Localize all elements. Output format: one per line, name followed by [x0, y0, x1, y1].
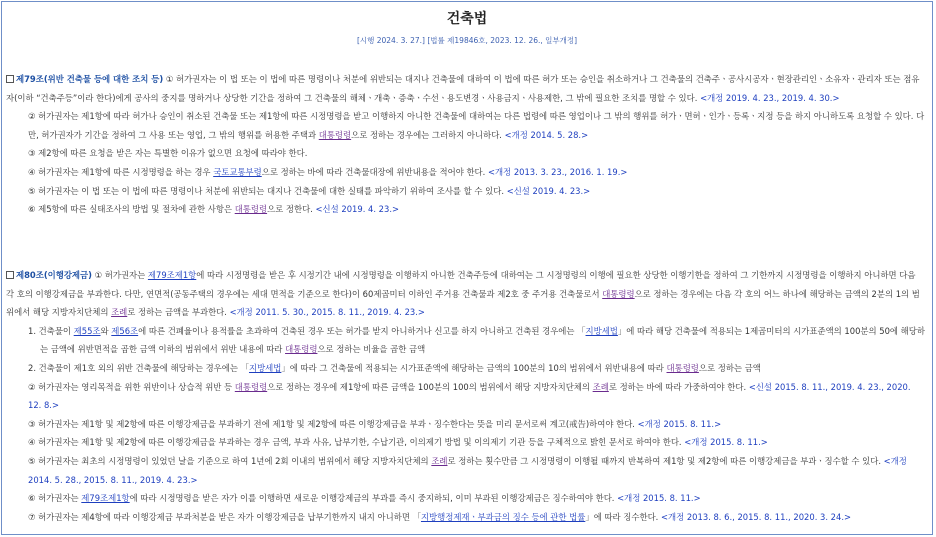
- article-80-para-1: 제80조(이행강제금) ① 허가권자는 제79조제1항에 따라 시정명령을 받은 후 시정기간 내에 시정명령을 이행하지 아니한 건축주등에 대하여는 그 시정명령의 이행에 필요한 상당한 이행기한을 정하여 그 기한까지 시정명령을 이행하지 아니하면 다음 각 호의 이행강제금을 부과한다. 다만, 연면적(공동주택의 경우에는 세대 면적을 기준으로 한다)이 60제곱미터 이하인 주거용 건축물과 제2호 중 주거용 건축물로서 대통령령으로 정하는 경우에는 다음 각 호의 어느 하나에 해당하는 금액의 2분의 1의 범위에서 해당 지방자치단체의 조례로 정하는 금액을 부과한다. <개정 2011. 5. 30., 2015. 8. 11., 2019. 4. 23.>: [6, 270, 920, 318]
- article-79-heading: 제79조(위반 건축물 등에 대한 조치 등): [16, 74, 164, 84]
- article-80-para-7: ⑦ 허가권자는 제4항에 따라 이행강제금 부과처분을 받은 자가 이행강제금을 납부기한까지 내지 아니하면 「지방행정제재ㆍ부과금의 징수 등에 관한 법률」에 따라 징수한다. <개정 2013. 8. 6., 2015. 8. 11., 2020. 3. 24.>: [28, 511, 852, 522]
- law-link-article-56[interactable]: 제56조: [111, 325, 139, 336]
- law-link-presidential-decree[interactable]: 대통령령: [285, 344, 318, 355]
- law-link-article-79-1[interactable]: 제79조제1항: [81, 493, 130, 504]
- article-79-para-3: ③ 제2항에 따른 요청을 받은 자는 특별한 이유가 없으면 요청에 따라야 한다.: [28, 148, 308, 159]
- law-link-local-tax-act[interactable]: 지방세법: [248, 362, 282, 373]
- law-title: 건축법: [446, 11, 488, 27]
- article-80: [6, 266, 926, 526]
- law-link-ordinance[interactable]: 조례: [592, 381, 609, 392]
- article-79: [6, 70, 926, 219]
- revision-note: <개정 2015. 8. 11.>: [684, 437, 768, 448]
- article-79-para-1: 제79조(위반 건축물 등에 대한 조치 등) ① 허가권자는 이 법 또는 이 법에 따른 명령이나 처분에 위반되는 대지나 건축물에 대하여 이 법에 따른 허가 또는 승인을 취소하거나 그 건축물의 건축주ㆍ공사시공자ㆍ현장관리인ㆍ소유자ㆍ관리자 또는 점유자(이하 “건축주등”이라 한다)에게 공사의 중지를 명하거나 상당한 기간을 정하여 그 건축물의 해체ㆍ개축ㆍ증축ㆍ수선ㆍ용도변경ㆍ사용금지ㆍ사용제한, 그 밖에 필요한 조치를 명할 수 있다. <개정 2019. 4. 23., 2019. 4. 30.>: [6, 74, 920, 103]
- law-link-presidential-decree[interactable]: 대통령령: [234, 381, 268, 392]
- law-document: [1, 1, 933, 535]
- revision-note: <신설 2019. 4. 23.>: [506, 185, 591, 196]
- article-79-para-2: ② 허가권자는 제1항에 따라 허가나 승인이 취소된 건축물 또는 제1항에 따른 시정명령을 받고 이행하지 아니한 건축물에 대하여는 다른 법령에 따른 영업이나 그 밖의 행위를 허가ㆍ면허ㆍ인가ㆍ등록ㆍ지정 등을 하지 아니하도록 요청할 수 있다. 다만, 허가권자가 기간을 정하여 그 사용 또는 영업, 그 밖의 행위를 허용한 주택과 대통령령으로 정하는 경우에는 그러하지 아니하다. <개정 2014. 5. 28.>: [28, 111, 925, 140]
- law-link-article-79-1[interactable]: 제79조제1항: [147, 270, 197, 280]
- article-79-para-5: ⑤ 허가권자는 이 법 또는 이 법에 따른 명령이나 처분에 위반되는 대지나 건축물에 대한 실태를 파악하기 위하여 조사를 할 수 있다. <신설 2019. 4. 23.>: [28, 185, 591, 196]
- revision-note: <개정 2013. 3. 23., 2016. 1. 19.>: [487, 166, 628, 177]
- law-link-local-tax-act[interactable]: 지방세법: [585, 325, 618, 336]
- article-80-heading: 제80조(이행강제금): [16, 270, 92, 280]
- article-80-para-3: ③ 허가권자는 제1항 및 제2항에 따른 이행강제금을 부과하기 전에 제1항 및 제2항에 따른 이행강제금을 부과ㆍ징수한다는 뜻을 미리 문서로써 계고(戒告)하여야 한다. <개정 2015. 8. 11.>: [28, 418, 722, 429]
- article-80-para-2: ② 허가권자는 영리목적을 위한 위반이나 상습적 위반 등 대통령령으로 정하는 경우에 제1항에 따른 금액을 100분의 100의 범위에서 해당 지방자치단체의 조례로 정하는 바에 따라 가중하여야 한다. <신설 2015. 8. 11., 2019. 4. 23., 2020. 12. 8.>: [28, 381, 911, 411]
- law-link-ordinance[interactable]: 조례: [111, 307, 128, 318]
- article-79-checkbox[interactable]: [6, 75, 14, 83]
- law-link-presidential-decree[interactable]: 대통령령: [318, 129, 352, 140]
- law-link-presidential-decree[interactable]: 대통령령: [666, 362, 699, 373]
- law-link-local-admin-sanction-act[interactable]: 지방행정제재ㆍ부과금의 징수 등에 관한 법률: [420, 511, 586, 522]
- revision-note: <개정 2015. 8. 11.>: [637, 418, 722, 429]
- article-80-para-6: ⑥ 허가권자는 제79조제1항에 따라 시정명령을 받은 자가 이를 이행하면 새로운 이행강제금의 부과를 즉시 중지하되, 이미 부과된 이행강제금은 징수하여야 한다. <개정 2015. 8. 11.>: [28, 493, 701, 504]
- law-link-presidential-decree[interactable]: 대통령령: [234, 204, 268, 215]
- article-79-para-4: ④ 허가권자는 제1항에 따른 시정명령을 하는 경우 국토교통부령으로 정하는 바에 따라 건축물대장에 위반내용을 적어야 한다. <개정 2013. 3. 23., 2016. 1. 19.>: [28, 166, 628, 177]
- law-link-ministry-ordinance[interactable]: 국토교통부령: [213, 166, 262, 177]
- law-link-ordinance[interactable]: 조례: [431, 455, 448, 466]
- enforcement-info: [시행 2024. 3. 27.] [법률 제19846호, 2023. 12. 26., 일부개정]: [356, 36, 578, 45]
- revision-note: <신설 2015. 8. 11., 2019. 4. 23., 2020. 12. 8.>: [28, 381, 911, 411]
- article-80-item-2: 2. 건축물이 제1호 외의 위반 건축물에 해당하는 경우에는 「지방세법」에 따라 그 건축물에 적용되는 시가표준액에 해당하는 금액의 100분의 10의 범위에서 위반내용에 따라 대통령령으로 정하는 금액: [28, 362, 761, 373]
- revision-note: <신설 2019. 4. 23.>: [315, 204, 400, 215]
- revision-note: <개정 2019. 4. 23., 2019. 4. 30.>: [700, 92, 840, 103]
- article-80-para-5: ⑤ 허가권자는 최초의 시정명령이 있었던 날을 기준으로 하여 1년에 2회 이내의 범위에서 해당 지방자치단체의 조례로 정하는 횟수만큼 그 시정명령이 이행될 때까지 반복하여 제1항 및 제2항에 따른 이행강제금을 부과ㆍ징수할 수 있다. <개정 2014. 5. 28., 2015. 8. 11., 2019. 4. 23.>: [28, 455, 907, 485]
- article-80-para-4: ④ 허가권자는 제1항 및 제2항에 따른 이행강제금을 부과하는 경우 금액, 부과 사유, 납부기한, 수납기관, 이의제기 방법 및 이의제기 기관 등을 구체적으로 밝힌 문서로 하여야 한다. <개정 2015. 8. 11.>: [28, 437, 768, 448]
- article-80-checkbox[interactable]: [6, 271, 14, 279]
- law-link-article-55[interactable]: 제55조: [73, 325, 101, 336]
- revision-note: <개정 2013. 8. 6., 2015. 8. 11., 2020. 3. 24.>: [660, 511, 852, 522]
- article-80-item-1: 1. 건축물이 제55조와 제56조에 따른 건폐율이나 용적률을 초과하여 건축된 경우 또는 허가를 받지 아니하거나 신고를 하지 아니하고 건축된 경우에는 「지방세법」에 따라 해당 건축물에 적용되는 1제곱미터의 시가표준액의 100분의 50에 해당하는 금액에 위반면적을 곱한 금액 이하의 범위에서 위반 내용에 따라 대통령령으로 정하는 비율을 곱한 금액: [28, 325, 925, 355]
- revision-note: <개정 2014. 5. 28., 2015. 8. 11., 2019. 4. 23.>: [28, 455, 907, 485]
- law-link-presidential-decree[interactable]: 대통령령: [602, 288, 635, 299]
- revision-note: <개정 2014. 5. 28.>: [504, 129, 589, 140]
- article-79-para-6: ⑥ 제5항에 따른 실태조사의 방법 및 절차에 관한 사항은 대통령령으로 정한다. <신설 2019. 4. 23.>: [28, 204, 400, 215]
- revision-note: <개정 2011. 5. 30., 2015. 8. 11., 2019. 4. 23.>: [229, 307, 425, 318]
- revision-note: <개정 2015. 8. 11.>: [617, 493, 701, 504]
